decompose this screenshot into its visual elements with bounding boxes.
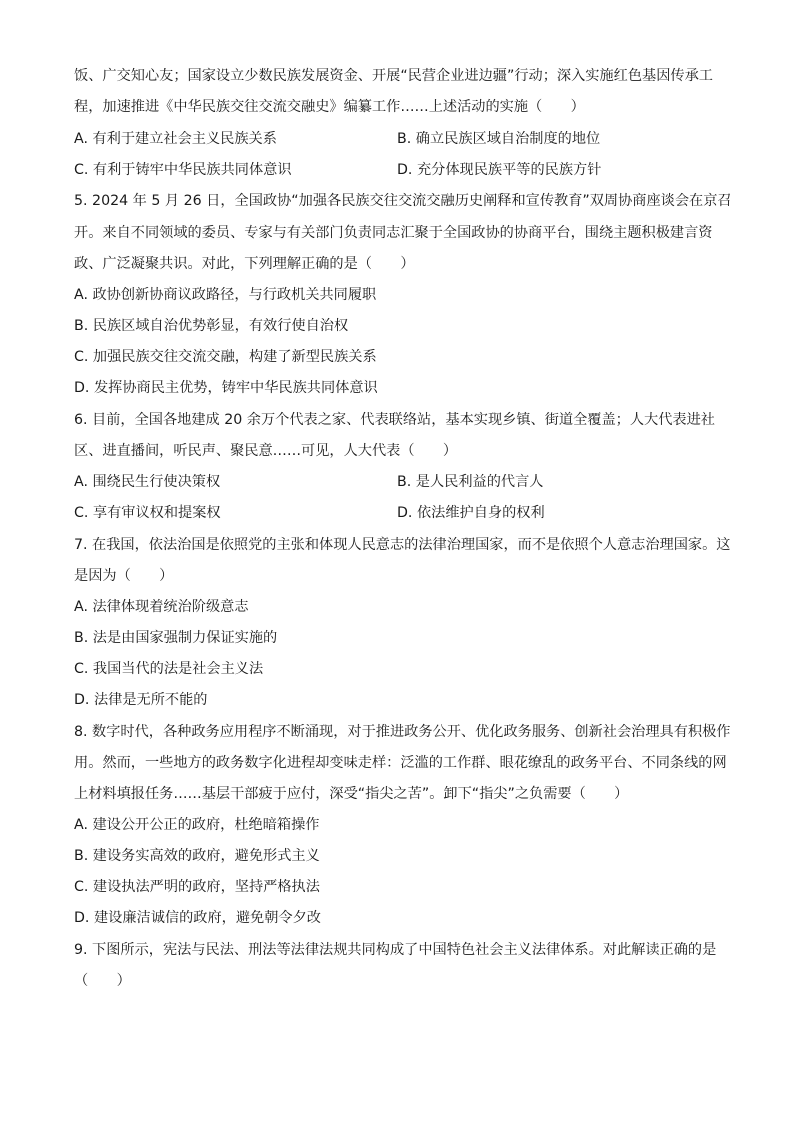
q5-option-b: B. 民族区域自治优势彰显，有效行使自治权 bbox=[74, 318, 349, 334]
q8-option-a: A. 建设公开公正的政府，杜绝暗箱操作 bbox=[74, 817, 320, 833]
q7-option-a: A. 法律体现着统治阶级意志 bbox=[74, 599, 249, 615]
q4-stem-line-1: 饭、广交知心友；国家设立少数民族发展资金、开展“民营企业进边疆”行动；深入实施红色基因传承工 bbox=[74, 68, 713, 84]
q7-stem-line-2: 是因为（ ） bbox=[74, 568, 174, 584]
q5-option-c: C. 加强民族交往交流交融，构建了新型民族关系 bbox=[74, 349, 377, 365]
q8-stem-line-3: 上材料填报任务……基层干部疲于应付，深受“指尖之苦”。卸下“指尖”之负需要（ ） bbox=[74, 786, 629, 802]
q8-option-b: B. 建设务实高效的政府，避免形式主义 bbox=[74, 848, 320, 864]
q6-option-c: C. 享有审议权和提案权 bbox=[74, 505, 221, 521]
q7-option-d: D. 法律是无所不能的 bbox=[74, 692, 208, 708]
q7-stem-line-1: 7. 在我国，依法治国是依照党的主张和体现人民意志的法律治理国家，而不是依照个人意志治理国家。这 bbox=[74, 537, 731, 553]
q8-stem-line-2: 用。然而，一些地方的政务数字化进程却变味走样：泛滥的工作群、眼花缭乱的政务平台、不同条线的网 bbox=[74, 755, 727, 771]
q5-stem-line-3: 政、广泛凝聚共识。对此，下列理解正确的是（ ） bbox=[74, 256, 415, 272]
q4-stem-line-2: 程，加速推进《中华民族交往交流交融史》编纂工作……上述活动的实施（ ） bbox=[74, 99, 585, 115]
q6-stem-line-2: 区、进直播间，听民声、聚民意……可见，人大代表（ ） bbox=[74, 443, 458, 459]
q5-option-d: D. 发挥协商民主优势，铸牢中华民族共同体意识 bbox=[74, 380, 378, 396]
q6-option-d: D. 依法维护自身的权利 bbox=[397, 505, 545, 521]
q4-option-d: D. 充分体现民族平等的民族方针 bbox=[397, 162, 602, 178]
q6-option-b: B. 是人民利益的代言人 bbox=[397, 474, 544, 490]
q4-option-a: A. 有利于建立社会主义民族关系 bbox=[74, 131, 277, 147]
q7-option-c: C. 我国当代的法是社会主义法 bbox=[74, 661, 264, 677]
q9-stem-line-1: 9. 下图所示，宪法与民法、刑法等法律法规共同构成了中国特色社会主义法律体系。对此解读正确的是 bbox=[74, 942, 717, 958]
q8-option-d: D. 建设廉洁诚信的政府，避免朝令夕改 bbox=[74, 910, 321, 926]
q5-stem-line-1: 5. 2024 年 5 月 26 日，全国政协“加强各民族交往交流交融历史阐释和宣传教育”双周协商座谈会在京召 bbox=[74, 193, 732, 209]
q6-stem-line-1: 6. 目前，全国各地建成 20 余万个代表之家、代表联络站，基本实现乡镇、街道全覆盖；人大代表进社 bbox=[74, 412, 715, 428]
q9-stem-line-2: （ ） bbox=[74, 973, 131, 989]
q8-option-c: C. 建设执法严明的政府，坚持严格执法 bbox=[74, 879, 320, 895]
q4-option-c: C. 有利于铸牢中华民族共同体意识 bbox=[74, 162, 292, 178]
q7-option-b: B. 法是由国家强制力保证实施的 bbox=[74, 630, 278, 646]
q5-option-a: A. 政协创新协商议政路径，与行政机关共同履职 bbox=[74, 287, 377, 303]
q4-option-b: B. 确立民族区域自治制度的地位 bbox=[397, 131, 601, 147]
q5-stem-line-2: 开。来自不同领域的委员、专家与有关部门负责同志汇聚于全国政协的协商平台，围绕主题积极建言资 bbox=[74, 225, 713, 241]
q6-option-a: A. 围绕民生行使决策权 bbox=[74, 474, 221, 490]
q8-stem-line-1: 8. 数字时代，各种政务应用程序不断涌现，对于推进政务公开、优化政务服务、创新社会治理具有积极作 bbox=[74, 724, 731, 740]
